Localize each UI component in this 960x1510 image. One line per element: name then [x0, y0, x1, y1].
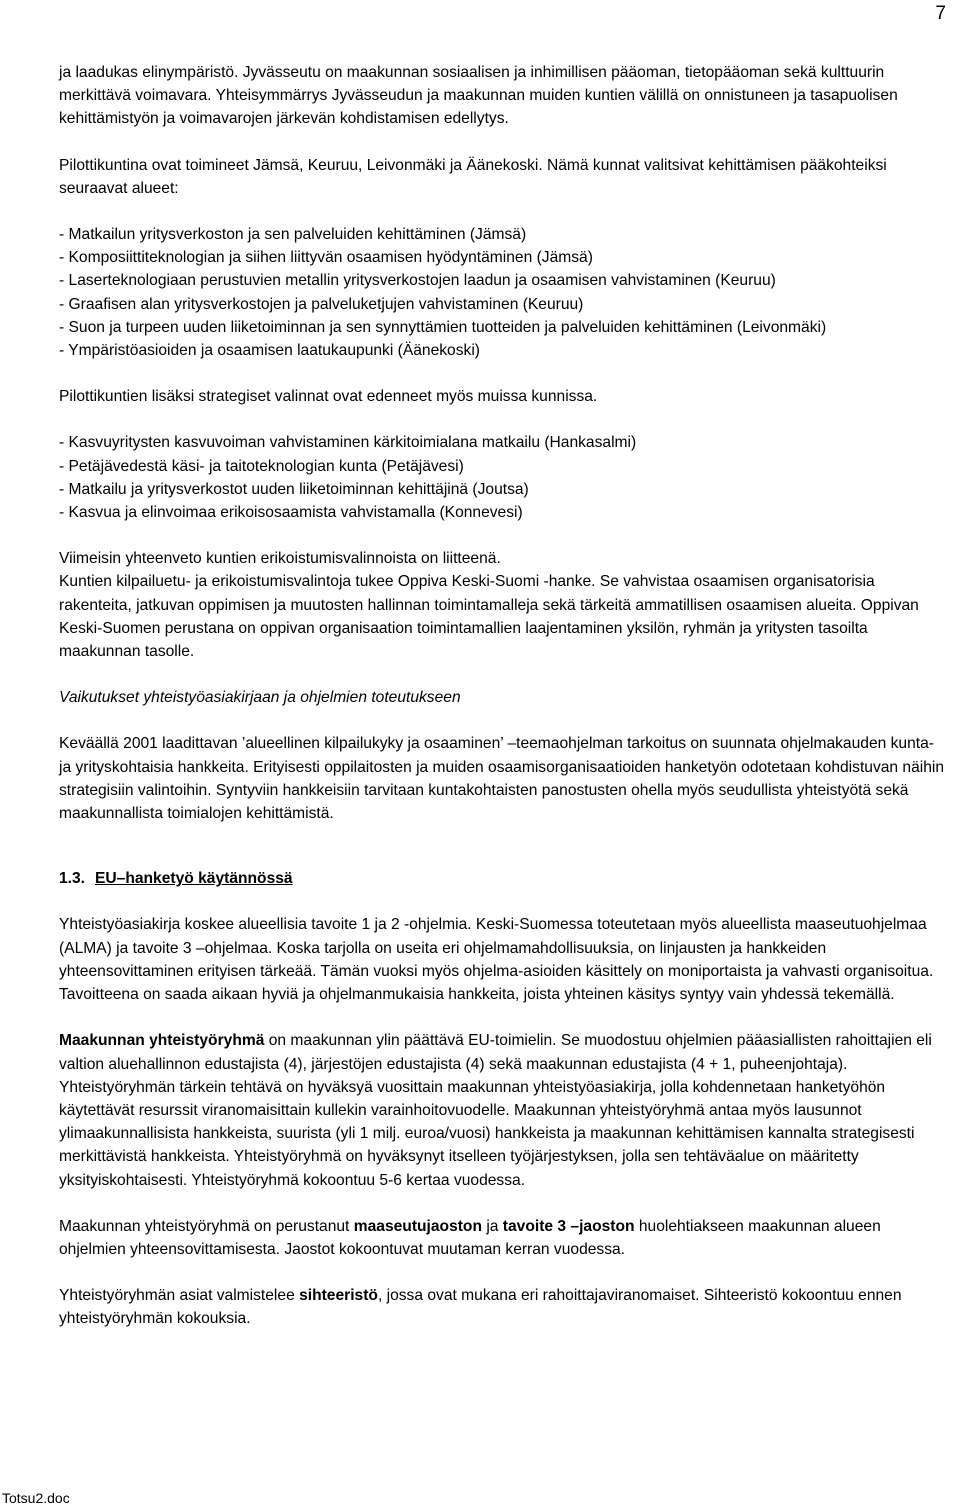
list-item: - Laserteknologiaan perustuvien metallin yritysverkostojen laadun ja osaamisen vahvistaminen (Keuruu)	[59, 272, 776, 290]
bold-term: maaseutujaoston	[353, 1217, 482, 1235]
paragraph-text: huolehtiakseen maakunnan alueen ohjelmien yhteensovittamisesta. Jaostot kokoontuvat muutaman kerran vuodessa.	[59, 1217, 881, 1258]
list-item: - Graafisen alan yritysverkostojen ja palveluketjujen vahvistaminen (Keuruu)	[59, 295, 584, 313]
paragraph-text: on maakunnan ylin päättävä EU-toimielin. Se muodostuu ohjelmien pääasiallisten rahoittajien eli valtion aluehallinnon edustajista (4), järjestöjen edustajista (4) sekä maakunnan edustajista (4 + 1, puheenjohtaja). Yhteistyöryhmän tärkein tehtävä on hyväksyä vuosittain maakunnan yhteistyöasiakirja, jolla kohdennetaan hanketyöhön käytettävät resurssit viranomaisittain kullekin varainhoitovuodelle. Maakunnan yhteistyöryhmä antaa myös lausunnot ylimaakunnallisista hankkeista, suurista (yli 1 milj. euroa/vuosi) hankkeista ja maakunnan kehittämisen kannalta strategisesti merkittävistä hankkeista. Yhteistyöryhmä on hyväksynyt itselleen työjärjestyksen, jolla sen tehtäväalue on määritetty yksityiskohtaisesti. Yhteistyöryhmä kokoontuu 5-6 kertaa vuodessa.	[59, 1032, 932, 1189]
list-item: - Suon ja turpeen uuden liiketoiminnan ja sen synnyttämien tuotteiden ja palveluiden kehittäminen (Leivonmäki)	[59, 318, 827, 336]
paragraph-text: ja	[481, 1217, 503, 1235]
footer-filename: Totsu2.doc	[2, 1490, 70, 1506]
strategic-list	[59, 431, 946, 524]
list-item: - Petäjävedestä käsi- ja taitoteknologian kunta (Petäjävesi)	[59, 457, 464, 475]
list-item: - Kasvuyritysten kasvuvoiman vahvistaminen kärkitoimialana matkailu (Hankasalmi)	[59, 434, 637, 452]
bold-term: sihteeristö	[299, 1287, 378, 1305]
list-item: - Matkailu ja yritysverkostot uuden liiketoiminnan kehittäjinä (Joutsa)	[59, 480, 529, 498]
paragraph-sections	[59, 1215, 946, 1261]
impacts-paragraph: Keväällä 2001 laadittavan ’alueellinen kilpailukyky ja osaaminen’ –teemaohjelman tarkoitus on suunnata ohjelmakauden kunta- ja yrityskohtaisia hankkeita. Erityisesti oppilaitosten ja muiden osaamisorganisaatioiden hanketyön odotetaan kohdistuvan näihin strategisiin valintoihin. Syntyviin hankkeisiin tarvitaan kuntakohtaisten panostusten ohella myös seudullista yhteistyötä sekä maakunnallista toimialojen kehittämistä.	[59, 735, 945, 823]
impacts-heading: Vaikutukset yhteistyöasiakirjaan ja ohjelmien toteutukseen	[59, 689, 461, 707]
paragraph-cooperation-group	[59, 1029, 946, 1191]
bold-term: Maakunnan yhteistyöryhmä	[59, 1032, 265, 1050]
section-title: EU–hanketyö käytännössä	[95, 870, 293, 888]
intro-paragraph: ja laadukas elinympäristö. Jyvässeutu on maakunnan sosiaalisen ja inhimillisen pääoman, tietopääoman sekä kulttuurin merkittävä voimavara. Yhteisymmärrys Jyvässeudun ja maakunnan muiden kuntien välillä on onnistuneen ja tasapuolisen kehittämistyön ja voimavarojen järkevän kohdistamisen edellytys.	[59, 64, 898, 128]
paragraph-programs: Yhteistyöasiakirja koskee alueellisia tavoite 1 ja 2 -ohjelmia. Keski-Suomessa toteutetaan myös alueellista maaseutuohjelmaa (ALMA) ja tavoite 3 –ohjelmaa. Koska tarjolla on useita eri ohjelmamahdollisuuksia, on linjausten ja hankkeiden yhteensovittaminen erityisen tärkeää. Tämän vuoksi myös ohjelma-asioiden käsittely on moniportaista ja vahvasti organisoitua. Tavoitteena on saada aikaan hyviä ja ohjelmanmukaisia hankkeita, joista yhteinen käsitys syntyy vain yhdessä tekemällä.	[59, 916, 934, 1004]
list-item: - Komposiittiteknologian ja siihen liittyvän osaamisen hyödyntäminen (Jämsä)	[59, 249, 593, 267]
page-number: 7	[935, 3, 946, 24]
paragraph-text: , jossa ovat mukana eri rahoittajaviranomaiset. Sihteeristö kokoontuu ennen yhteistyöryhmän kokouksia.	[59, 1287, 902, 1328]
document-body	[59, 61, 946, 1331]
paragraph-text: Maakunnan yhteistyöryhmä on perustanut	[59, 1217, 354, 1235]
section-number: 1.3.	[59, 870, 86, 888]
paragraph-secretariat	[59, 1284, 946, 1330]
list-item: - Ympäristöasioiden ja osaamisen laatukaupunki (Äänekoski)	[59, 342, 480, 360]
pilot-list	[59, 223, 946, 362]
list-item: - Matkailun yritysverkoston ja sen palveluiden kehittäminen (Jämsä)	[59, 226, 527, 244]
summary-line: Viimeisin yhteenveto kuntien erikoistumisvalinnoista on liitteenä.	[59, 550, 501, 568]
strategic-intro-paragraph: Pilottikuntien lisäksi strategiset valinnat ovat edenneet myös muissa kunnissa.	[59, 388, 598, 406]
oppiva-paragraph: Kuntien kilpailuetu- ja erikoistumisvalintoja tukee Oppiva Keski-Suomi -hanke. Se vahvistaa osaamisen organisatorisia rakenteita, jatkuvan oppimisen ja muutosten hallinnan toimintamalleja sekä tärkeitä ammatillisen osaamisen alueita. Oppivan Keski-Suomen perustana on oppivan organisaation toimintamallien laajentaminen yksilön, ryhmän ja yritysten tasoilta maakunnan tasolle.	[59, 573, 919, 661]
pilot-intro-paragraph: Pilottikuntina ovat toimineet Jämsä, Keuruu, Leivonmäki ja Äänekoski. Nämä kunnat valitsivat kehittämisen pääkohteiksi seuraavat alueet:	[59, 156, 887, 197]
bold-term: tavoite 3 –jaoston	[502, 1217, 635, 1235]
list-item: - Kasvua ja elinvoimaa erikoisosaamista vahvistamalla (Konnevesi)	[59, 504, 523, 522]
paragraph-text: Yhteistyöryhmän asiat valmistelee	[59, 1287, 300, 1305]
section-heading	[59, 867, 946, 890]
